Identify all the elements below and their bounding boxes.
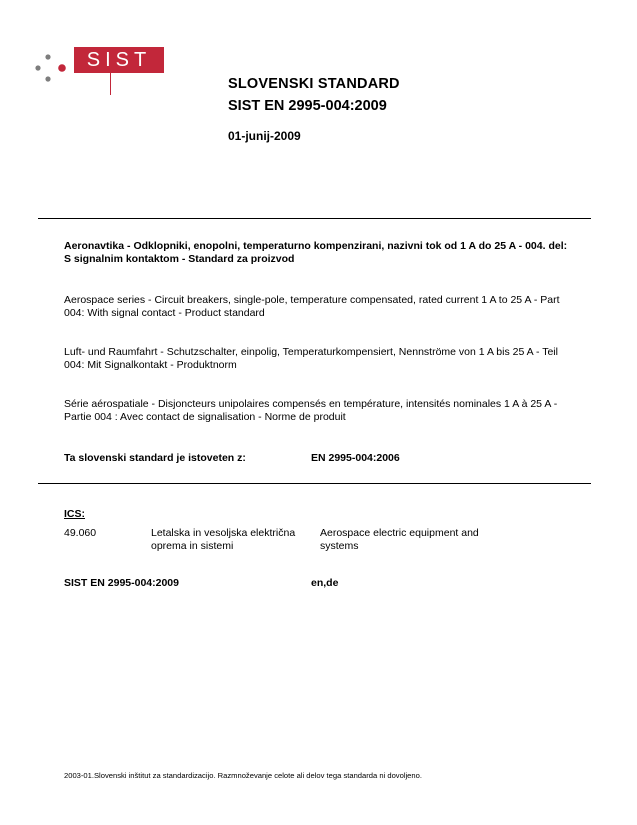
sist-logo: SIST (74, 47, 164, 73)
title-german: Luft- und Raumfahrt - Schutzschalter, einpolig, Temperaturkompensiert, Nennströme von 1 A bis 25 A - Teil 004: Mit Signalkontakt - Produktnorm (64, 346, 558, 371)
middle-divider (38, 483, 591, 484)
top-divider (38, 218, 591, 219)
title-french: Série aérospatiale - Disjoncteurs unipolaires compensés en température, intensités nominales 1 A à 25 A - Partie 004 : Avec contact de signalisation - Norme de produit (64, 398, 558, 423)
identical-to-value: EN 2995-004:2006 (311, 452, 400, 464)
sist-logo-dots-icon (34, 52, 70, 84)
document-date: 01-junij-2009 (228, 129, 301, 143)
logo-divider (110, 73, 111, 95)
document-type: SLOVENSKI STANDARD (228, 76, 400, 92)
ics-description-slovenian: Letalska in vesoljska električna oprema in sistemi (151, 527, 296, 552)
ics-label: ICS: (64, 508, 85, 520)
ics-description-english: Aerospace electric equipment and systems (320, 527, 479, 552)
title-slovenian: Aeronavtika - Odklopniki, enopolni, temperaturno kompenzirani, nazivni tok od 1 A do 25 A - 004. del: S signalnim kontaktom - Standard za proizvod (64, 240, 568, 265)
document-code: SIST EN 2995-004:2009 (228, 98, 387, 114)
identical-to-label: Ta slovenski standard je istoveten z: (64, 452, 246, 464)
ics-code: 49.060 (64, 527, 97, 539)
standard-code: SIST EN 2995-004:2009 (64, 577, 179, 589)
copyright-footer: 2003-01.Slovenski inštitut za standardizacijo. Razmnoževanje celote ali delov tega standarda ni dovoljeno. (64, 771, 422, 780)
title-english: Aerospace series - Circuit breakers, single-pole, temperature compensated, rated current 1 A to 25 A - Part 004: With signal contact - Product standard (64, 294, 560, 319)
standard-languages: en,de (311, 577, 339, 589)
